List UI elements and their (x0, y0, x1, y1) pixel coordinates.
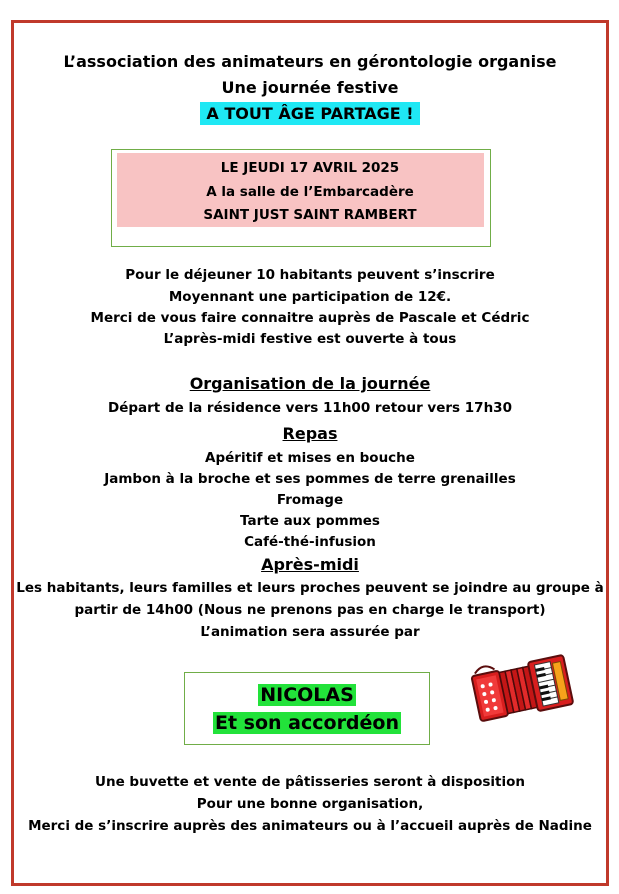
repas-heading: Repas (282, 424, 338, 443)
footer-line: Une buvette et vente de pâtisseries seront à disposition (95, 774, 525, 790)
footer-line: Merci de s’inscrire auprès des animateurs ou à l’accueil auprès de Nadine (28, 818, 592, 834)
performer-subtitle: Et son accordéon (214, 712, 400, 734)
event-venue: A la salle de l’Embarcadère (206, 184, 414, 200)
organisation-heading: Organisation de la journée (189, 374, 431, 393)
apres-midi-line: L’animation sera assurée par (200, 624, 420, 640)
intro-line: Moyennant une participation de 12€. (168, 289, 452, 305)
accordion-icon (466, 650, 580, 736)
intro-line: Merci de vous faire connaitre auprès de Pascale et Cédric (90, 310, 530, 326)
event-date: LE JEUDI 17 AVRIL 2025 (220, 160, 400, 176)
header-association: L’association des animateurs en gérontologie organise (63, 52, 557, 71)
event-town: SAINT JUST SAINT RAMBERT (203, 207, 417, 223)
intro-line: Pour le déjeuner 10 habitants peuvent s’inscrire (125, 267, 495, 283)
footer-line: Pour une bonne organisation, (196, 796, 424, 812)
apres-midi-heading: Après-midi (261, 555, 359, 574)
apres-midi-line: partir de 14h00 (Nous ne prenons pas en charge le transport) (74, 602, 546, 618)
menu-item: Apéritif et mises en bouche (205, 450, 415, 466)
menu-item: Jambon à la broche et ses pommes de terre grenailles (104, 471, 516, 487)
event-slogan: A TOUT ÂGE PARTAGE ! (200, 102, 419, 125)
menu-item: Fromage (276, 492, 344, 508)
departure-line: Départ de la résidence vers 11h00 retour vers 17h30 (108, 400, 512, 416)
intro-line: L’après-midi festive est ouverte à tous (163, 331, 457, 347)
header-festive: Une journée festive (221, 78, 399, 97)
performer-name: NICOLAS (260, 684, 354, 706)
apres-midi-line: Les habitants, leurs familles et leurs proches peuvent se joindre au groupe à (16, 580, 604, 596)
menu-item: Tarte aux pommes (240, 513, 380, 529)
menu-item: Café-thé-infusion (244, 534, 376, 550)
